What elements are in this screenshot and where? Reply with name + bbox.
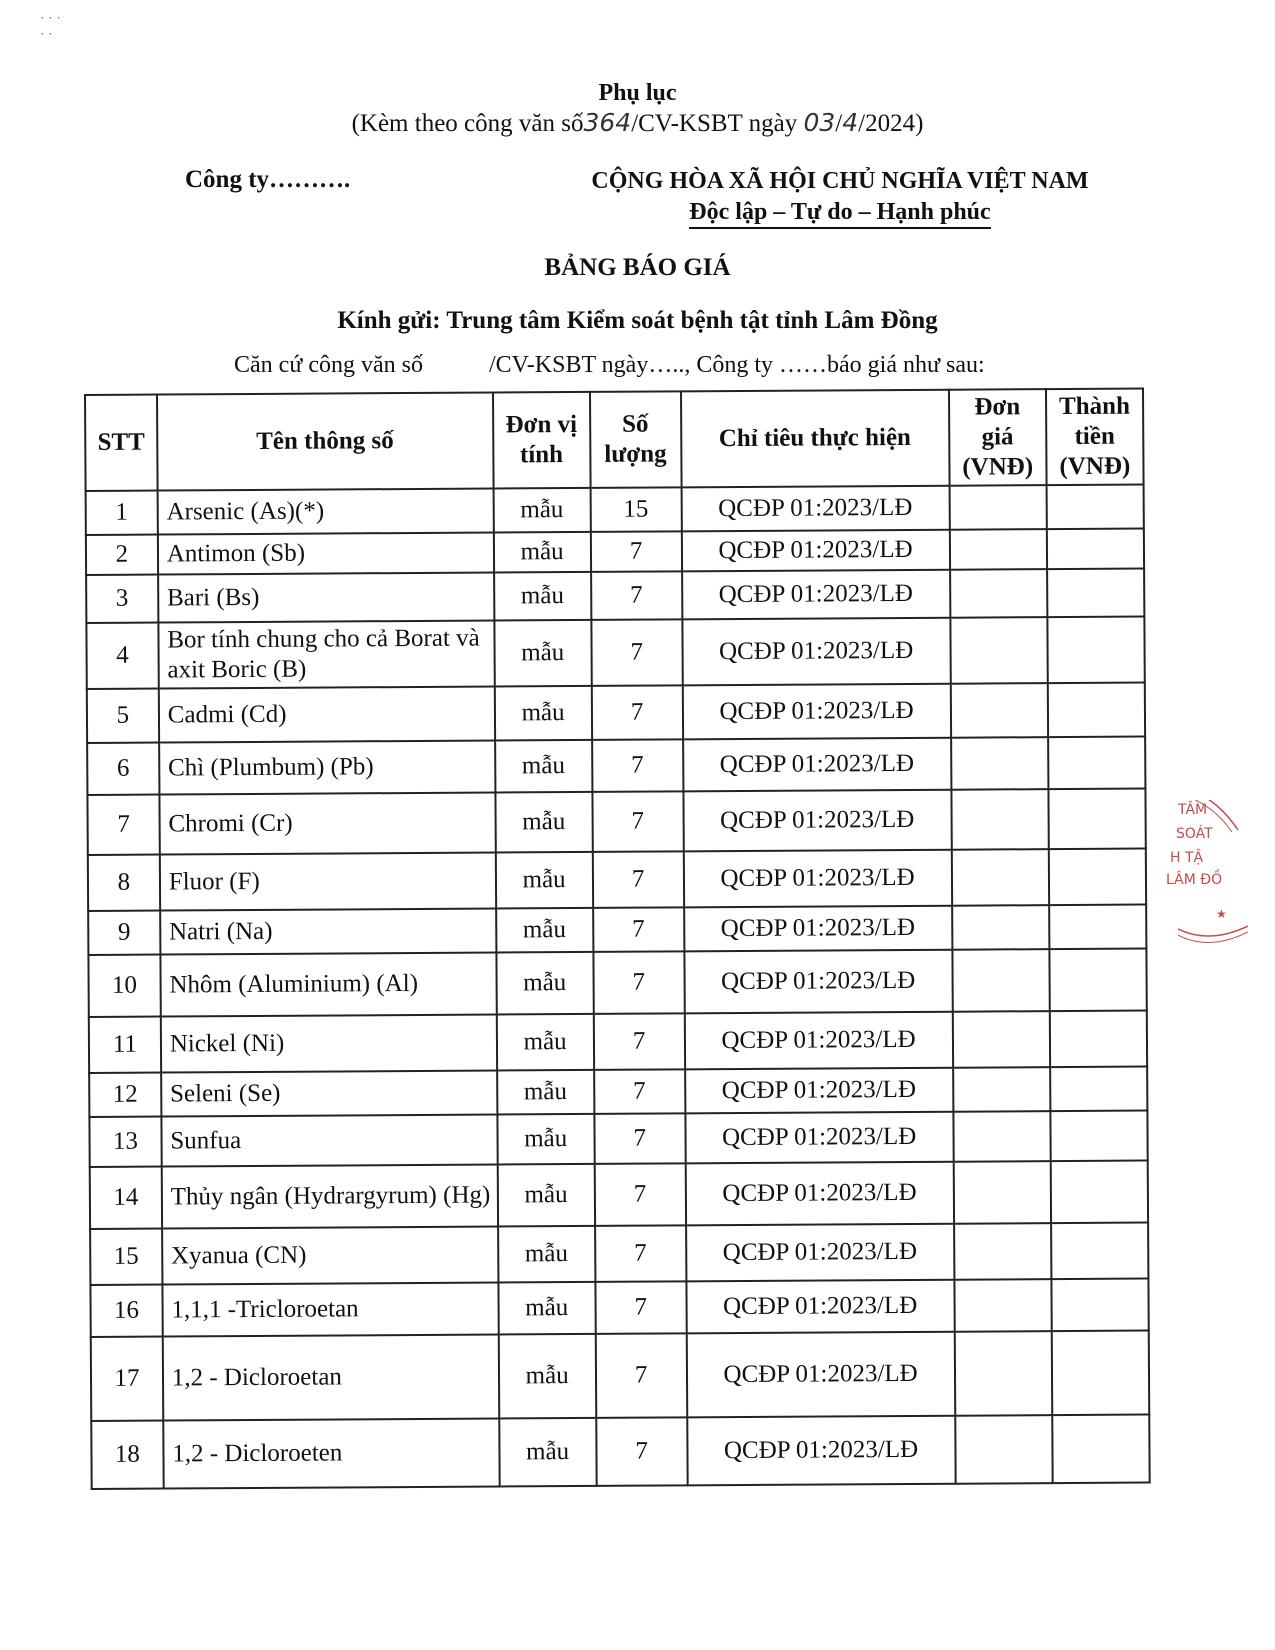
attachment-reference: (Kèm theo công văn số364/CV-KSBT ngày 03/4/2024) bbox=[351, 108, 924, 137]
attachment-suffix: /2024) bbox=[858, 110, 924, 137]
row-unit-price bbox=[949, 485, 1046, 530]
row-name: Chì (Plumbum) (Pb) bbox=[159, 740, 495, 794]
row-unit-price bbox=[952, 949, 1050, 1012]
table-row bbox=[90, 1161, 1148, 1229]
row-unit: mẫu bbox=[495, 792, 593, 853]
row-qty: 7 bbox=[593, 1013, 684, 1070]
row-stt: 11 bbox=[89, 1017, 161, 1073]
row-standard: QCĐP 01:2023/LĐ bbox=[685, 1068, 953, 1114]
header-stt: STT bbox=[85, 395, 157, 491]
row-unit: mẫu bbox=[498, 1226, 595, 1283]
row-standard: QCĐP 01:2023/LĐ bbox=[686, 1332, 955, 1418]
row-standard: QCĐP 01:2023/LĐ bbox=[684, 1012, 953, 1070]
row-unit: mẫu bbox=[493, 532, 590, 573]
table-header-row bbox=[85, 389, 1144, 491]
row-qty: 7 bbox=[595, 1225, 686, 1282]
row-unit: mẫu bbox=[497, 1164, 595, 1227]
row-standard: QCĐP 01:2023/LĐ bbox=[683, 738, 952, 792]
appendix-title: Phụ lục bbox=[598, 80, 677, 106]
row-stt: 3 bbox=[86, 575, 158, 623]
row-name: 1,2 - Dicloroetan bbox=[163, 1334, 499, 1420]
header-standard: Chỉ tiêu thực hiện bbox=[680, 390, 949, 488]
row-total bbox=[1048, 789, 1146, 850]
row-unit-price bbox=[953, 1161, 1051, 1224]
row-qty: 7 bbox=[593, 907, 684, 952]
row-qty: 7 bbox=[591, 685, 682, 740]
row-name: Bor tính chung cho cả Borat và axit Boric (B) bbox=[158, 621, 494, 689]
row-total bbox=[1050, 1067, 1147, 1112]
row-name: 1,1,1 -Tricloroetan bbox=[162, 1282, 498, 1336]
row-stt: 4 bbox=[86, 623, 158, 689]
row-qty: 7 bbox=[595, 1281, 686, 1334]
seal-text-line: SOÁT bbox=[1176, 826, 1213, 842]
row-qty: 7 bbox=[591, 531, 682, 572]
attachment-mid: /CV-KSBT ngày bbox=[631, 110, 798, 137]
row-total bbox=[1049, 849, 1147, 906]
row-name: Nhôm (Aluminium) (Al) bbox=[160, 952, 496, 1016]
nation-name: CỘNG HÒA XÃ HỘI CHỦ NGHĨA VIỆT NAM bbox=[591, 168, 1089, 194]
row-unit: mẫu bbox=[497, 1070, 594, 1115]
row-standard: QCĐP 01:2023/LĐ bbox=[685, 1162, 954, 1226]
row-unit-price bbox=[951, 737, 1048, 790]
scan-specks: ˙ ˙ ˙ ˙ ˙ bbox=[40, 15, 61, 46]
row-unit-price bbox=[954, 1331, 1052, 1416]
row-qty: 7 bbox=[591, 619, 682, 686]
row-stt: 12 bbox=[89, 1073, 161, 1117]
row-standard: QCĐP 01:2023/LĐ bbox=[687, 1416, 956, 1486]
row-qty: 7 bbox=[593, 951, 684, 1014]
row-unit: mẫu bbox=[494, 620, 592, 687]
row-qty: 7 bbox=[592, 739, 683, 792]
company-placeholder: Công ty………. bbox=[185, 166, 351, 193]
row-name: 1,2 - Dicloroeten bbox=[163, 1418, 499, 1488]
row-standard: QCĐP 01:2023/LĐ bbox=[684, 950, 953, 1014]
row-total bbox=[1047, 617, 1145, 684]
header-unit: Đơn vị tính bbox=[493, 392, 591, 489]
national-header bbox=[560, 168, 1120, 229]
row-qty: 15 bbox=[590, 487, 681, 532]
handwritten-month: 4 bbox=[842, 108, 859, 137]
row-unit-price bbox=[951, 849, 1048, 906]
row-unit: mẫu bbox=[499, 1418, 597, 1487]
table-row bbox=[87, 789, 1145, 855]
row-total bbox=[1051, 1223, 1149, 1280]
row-unit: mẫu bbox=[496, 952, 594, 1015]
row-qty: 7 bbox=[591, 571, 682, 620]
row-name: Bari (Bs) bbox=[158, 573, 494, 623]
row-total bbox=[1049, 905, 1146, 950]
row-unit-price bbox=[954, 1279, 1051, 1332]
row-standard: QCĐP 01:2023/LĐ bbox=[684, 906, 952, 952]
attachment-prefix: (Kèm theo công văn số bbox=[351, 110, 584, 137]
row-stt: 2 bbox=[86, 535, 158, 575]
row-name: Fluor (F) bbox=[160, 852, 496, 910]
row-unit: mẫu bbox=[496, 1014, 593, 1071]
table-row bbox=[90, 1279, 1148, 1337]
row-stt: 13 bbox=[89, 1117, 161, 1167]
row-name: Natri (Na) bbox=[160, 908, 496, 954]
row-unit: mẫu bbox=[495, 852, 592, 909]
row-total bbox=[1051, 1279, 1148, 1332]
row-name: Arsenic (As)(*) bbox=[157, 489, 493, 535]
row-qty: 7 bbox=[594, 1113, 685, 1164]
row-unit: mẫu bbox=[497, 1114, 594, 1165]
row-stt: 5 bbox=[87, 689, 159, 743]
row-name: Antimon (Sb) bbox=[158, 533, 494, 575]
row-unit: mẫu bbox=[496, 908, 593, 953]
row-standard: QCĐP 01:2023/LĐ bbox=[682, 684, 951, 740]
row-total bbox=[1050, 1011, 1148, 1068]
row-unit-price bbox=[950, 683, 1047, 738]
table-row bbox=[91, 1331, 1149, 1421]
table-row bbox=[86, 569, 1144, 623]
table-row bbox=[91, 1415, 1149, 1489]
row-unit-price bbox=[952, 1011, 1049, 1068]
row-standard: QCĐP 01:2023/LĐ bbox=[683, 790, 952, 852]
table-row bbox=[88, 949, 1146, 1017]
row-total bbox=[1049, 949, 1147, 1012]
row-total bbox=[1050, 1111, 1147, 1162]
row-name: Sunfua bbox=[161, 1114, 497, 1166]
row-unit-price bbox=[950, 617, 1048, 684]
row-stt: 8 bbox=[88, 855, 160, 911]
row-unit-price bbox=[953, 1111, 1050, 1162]
table-row bbox=[87, 737, 1145, 795]
row-qty: 7 bbox=[593, 851, 684, 908]
row-qty: 7 bbox=[594, 1163, 685, 1226]
table-row bbox=[86, 617, 1144, 689]
document-title: BẢNG BÁO GIÁ bbox=[544, 254, 731, 281]
header-unit-price: Đơn giá (VNĐ) bbox=[949, 389, 1047, 486]
row-stt: 15 bbox=[90, 1229, 162, 1285]
row-qty: 7 bbox=[595, 1333, 686, 1418]
row-standard: QCĐP 01:2023/LĐ bbox=[683, 850, 952, 908]
table-row bbox=[88, 905, 1146, 955]
table-row bbox=[90, 1223, 1148, 1285]
row-unit-price bbox=[951, 789, 1049, 850]
row-unit: mẫu bbox=[494, 686, 591, 741]
row-qty: 7 bbox=[592, 791, 683, 852]
table-row bbox=[87, 683, 1145, 743]
row-standard: QCĐP 01:2023/LĐ bbox=[682, 618, 951, 686]
national-motto: Độc lập – Tự do – Hạnh phúc bbox=[689, 199, 990, 229]
row-standard: QCĐP 01:2023/LĐ bbox=[681, 530, 949, 572]
red-seal-fragment-icon bbox=[1166, 800, 1248, 980]
row-standard: QCĐP 01:2023/LĐ bbox=[681, 486, 949, 532]
row-unit-price bbox=[955, 1415, 1053, 1484]
row-total bbox=[1052, 1415, 1150, 1484]
table-row bbox=[89, 1111, 1147, 1167]
row-total bbox=[1051, 1161, 1149, 1224]
row-name: Cadmi (Cd) bbox=[159, 686, 495, 742]
row-total bbox=[1048, 737, 1145, 790]
row-standard: QCĐP 01:2023/LĐ bbox=[686, 1280, 955, 1334]
row-name: Xyanua (CN) bbox=[162, 1226, 498, 1284]
seal-text-line: H TẬ bbox=[1170, 850, 1204, 866]
recipient-line: Kính gửi: Trung tâm Kiểm soát bệnh tật tỉnh Lâm Đồng bbox=[337, 307, 938, 334]
seal-text-line: TÂM bbox=[1178, 802, 1208, 818]
row-qty: 7 bbox=[596, 1417, 687, 1486]
row-name: Seleni (Se) bbox=[161, 1070, 497, 1116]
row-name: Nickel (Ni) bbox=[161, 1014, 497, 1072]
row-total bbox=[1048, 683, 1146, 738]
row-name: Chromi (Cr) bbox=[159, 792, 495, 854]
price-quote-table bbox=[84, 388, 1151, 1490]
row-stt: 17 bbox=[91, 1337, 163, 1421]
row-unit-price bbox=[953, 1067, 1050, 1112]
handwritten-day: 03 bbox=[803, 108, 836, 137]
row-unit: mẫu bbox=[498, 1334, 596, 1419]
row-total bbox=[1052, 1331, 1150, 1416]
table-row bbox=[89, 1067, 1147, 1117]
row-unit-price bbox=[950, 529, 1047, 570]
table-row bbox=[86, 485, 1144, 535]
row-total bbox=[1047, 569, 1144, 618]
row-stt: 14 bbox=[90, 1167, 162, 1229]
row-standard: QCĐP 01:2023/LĐ bbox=[685, 1112, 953, 1164]
row-stt: 10 bbox=[88, 955, 160, 1017]
table-row bbox=[89, 1011, 1147, 1073]
row-stt: 18 bbox=[91, 1421, 163, 1489]
row-name: Thủy ngân (Hydrargyrum) (Hg) bbox=[162, 1164, 498, 1228]
row-stt: 16 bbox=[90, 1285, 162, 1337]
row-unit-price bbox=[952, 905, 1049, 950]
handwritten-number: 364 bbox=[583, 108, 632, 137]
row-stt: 7 bbox=[87, 795, 159, 855]
row-unit-price bbox=[950, 569, 1047, 618]
row-stt: 9 bbox=[88, 911, 160, 955]
svg-text:★: ★ bbox=[1216, 907, 1227, 921]
row-unit-price bbox=[954, 1223, 1051, 1280]
table-row bbox=[88, 849, 1146, 911]
row-standard: QCĐP 01:2023/LĐ bbox=[682, 570, 950, 620]
row-qty: 7 bbox=[594, 1069, 685, 1114]
header-name: Tên thông số bbox=[157, 393, 493, 491]
row-total bbox=[1047, 529, 1144, 570]
row-unit: mẫu bbox=[494, 572, 591, 621]
table-row bbox=[86, 529, 1144, 575]
row-unit: mẫu bbox=[493, 488, 590, 533]
header-total: Thành tiền (VNĐ) bbox=[1046, 389, 1144, 486]
seal-text-line: LÂM ĐỒ bbox=[1166, 872, 1223, 888]
row-unit: mẫu bbox=[495, 740, 592, 793]
basis-line: Căn cứ công văn số /CV-KSBT ngày….., Công ty ……báo giá như sau: bbox=[234, 352, 985, 378]
header-qty: Số lượng bbox=[590, 391, 681, 488]
row-stt: 6 bbox=[87, 743, 159, 795]
row-total bbox=[1046, 485, 1143, 530]
row-stt: 1 bbox=[86, 491, 158, 535]
row-standard: QCĐP 01:2023/LĐ bbox=[686, 1224, 955, 1282]
row-unit: mẫu bbox=[498, 1282, 595, 1335]
